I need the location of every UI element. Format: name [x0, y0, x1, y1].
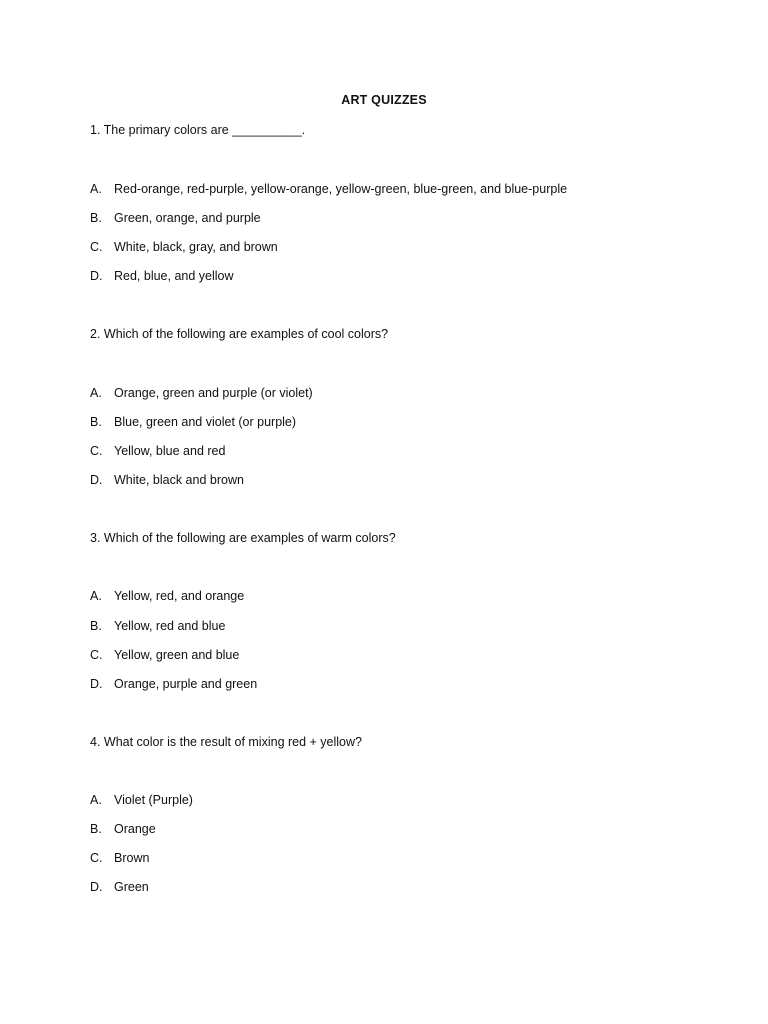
option-letter: D. — [90, 880, 103, 894]
question-1-prompt: 1. The primary colors are __________. — [90, 123, 306, 137]
question-4-option-d — [90, 880, 149, 894]
option-text: Orange — [114, 822, 156, 836]
option-text: Violet (Purple) — [114, 793, 193, 807]
question-1-option-a — [90, 182, 567, 196]
document-title: ART QUIZZES — [341, 93, 427, 107]
option-text: Green — [114, 880, 149, 894]
question-2-option-d — [90, 473, 244, 487]
question-3-option-b — [90, 619, 225, 633]
option-letter: C. — [90, 444, 103, 458]
question-2-prompt: 2. Which of the following are examples of cool colors? — [90, 327, 389, 341]
option-letter: C. — [90, 648, 103, 662]
question-2-option-b — [90, 415, 296, 429]
option-letter: D. — [90, 677, 103, 691]
option-letter: A. — [90, 386, 102, 400]
option-letter: B. — [90, 211, 102, 225]
option-text: Red, blue, and yellow — [114, 269, 234, 283]
option-letter: C. — [90, 851, 103, 865]
option-text: Yellow, blue and red — [114, 444, 226, 458]
option-letter: C. — [90, 240, 103, 254]
question-2-option-a — [90, 386, 313, 400]
option-text: Yellow, red and blue — [114, 619, 226, 633]
option-text: White, black, gray, and brown — [114, 240, 278, 254]
question-4-option-b — [90, 822, 156, 836]
question-3-prompt: 3. Which of the following are examples of warm colors? — [90, 531, 396, 545]
option-text: Brown — [114, 851, 150, 865]
question-4-prompt: 4. What color is the result of mixing red + yellow? — [90, 735, 362, 749]
option-text: Yellow, green and blue — [114, 648, 240, 662]
question-3-option-d — [90, 677, 257, 691]
option-letter: B. — [90, 822, 102, 836]
question-4-option-c — [90, 851, 149, 865]
option-text: Green, orange, and purple — [114, 211, 261, 225]
question-4-option-a — [90, 793, 193, 807]
option-text: Orange, purple and green — [114, 677, 258, 691]
question-3-option-a — [90, 589, 244, 603]
option-letter: A. — [90, 793, 102, 807]
option-letter: A. — [90, 182, 102, 196]
option-text: Orange, green and purple (or violet) — [114, 386, 313, 400]
question-1-option-d — [90, 269, 234, 283]
option-letter: B. — [90, 619, 102, 633]
question-2-option-c — [90, 444, 225, 458]
option-text: Blue, green and violet (or purple) — [114, 415, 297, 429]
option-text: Yellow, red, and orange — [114, 589, 245, 603]
option-letter: A. — [90, 589, 102, 603]
question-3-option-c — [90, 648, 239, 662]
option-letter: D. — [90, 269, 103, 283]
option-letter: B. — [90, 415, 102, 429]
option-letter: D. — [90, 473, 103, 487]
question-1-option-b — [90, 211, 261, 225]
option-text: Red-orange, red-purple, yellow-orange, yellow-green, blue-green, and blue-purple — [114, 182, 568, 196]
question-1-option-c — [90, 240, 278, 254]
option-text: White, black and brown — [114, 473, 244, 487]
